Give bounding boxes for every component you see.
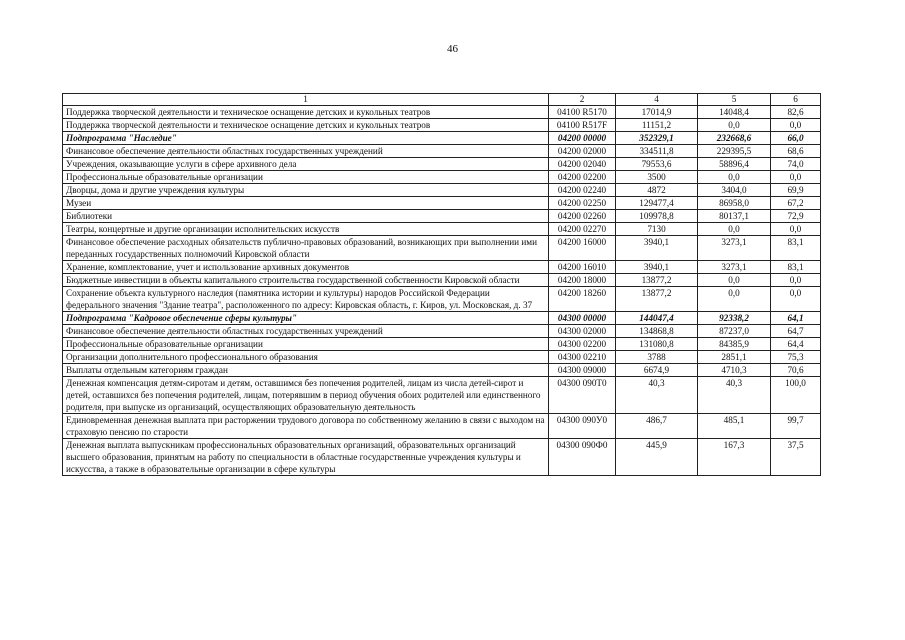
row-actual-cell: 485,1 — [698, 414, 771, 439]
row-percent-cell: 0,0 — [771, 223, 821, 236]
row-code-cell: 04200 02000 — [549, 145, 616, 158]
row-percent-cell: 66,0 — [771, 132, 821, 145]
row-plan-cell: 131080,8 — [616, 338, 698, 351]
row-actual-cell: 80137,1 — [698, 210, 771, 223]
row-code-cell: 04100 R517F — [549, 119, 616, 132]
table-row — [63, 287, 821, 312]
table-row — [63, 439, 821, 476]
row-plan-cell: 79553,6 — [616, 158, 698, 171]
row-plan-cell: 4872 — [616, 184, 698, 197]
row-name-cell: Поддержка творческой деятельности и техническое оснащение детских и кукольных театров — [63, 106, 549, 119]
row-code-cell: 04200 02040 — [549, 158, 616, 171]
row-code-cell: 04300 090У0 — [549, 414, 616, 439]
row-code-cell: 04200 02260 — [549, 210, 616, 223]
row-actual-cell: 86958,0 — [698, 197, 771, 210]
row-name-cell: Сохранение объекта культурного наследия (памятника истории и культуры) народов Российской Федерации федерального значения "Здание театра", расположенного по адресу: Кировская область, г. Киров, ул. Московская, д. 37 — [63, 287, 549, 312]
row-actual-cell: 0,0 — [698, 119, 771, 132]
row-percent-cell: 83,1 — [771, 261, 821, 274]
row-plan-cell: 3940,1 — [616, 236, 698, 261]
row-code-cell: 04200 02240 — [549, 184, 616, 197]
row-actual-cell: 167,3 — [698, 439, 771, 476]
row-actual-cell: 3273,1 — [698, 236, 771, 261]
row-name-cell: Библиотеки — [63, 210, 549, 223]
table-row — [63, 184, 821, 197]
row-actual-cell: 3273,1 — [698, 261, 771, 274]
row-percent-cell: 72,9 — [771, 210, 821, 223]
table-row — [63, 312, 821, 325]
row-code-cell: 04300 02000 — [549, 325, 616, 338]
table-row — [63, 377, 821, 414]
row-plan-cell: 7130 — [616, 223, 698, 236]
row-actual-cell: 0,0 — [698, 274, 771, 287]
row-name-cell: Финансовое обеспечение расходных обязательств публично-правовых образований, возникающих при выполнении ими переданных государственных полномочий Кировской области — [63, 236, 549, 261]
row-code-cell: 04200 16010 — [549, 261, 616, 274]
row-percent-cell: 69,9 — [771, 184, 821, 197]
budget-table — [62, 93, 821, 476]
row-percent-cell: 74,0 — [771, 158, 821, 171]
row-name-cell: Театры, концертные и другие организации исполнительских искусств — [63, 223, 549, 236]
header-cell-actual: 5 — [698, 94, 771, 106]
row-name-cell: Денежная компенсация детям-сиротам и детям, оставшимся без попечения родителей, лицам из числа детей-сирот и детей, оставшихся без попечения родителей, лицам, потерявшим в период обучения обоих родителей или единственного родителя, при выпуске из организаций, осуществляющих образовательную деятельность — [63, 377, 549, 414]
row-name-cell: Музеи — [63, 197, 549, 210]
row-plan-cell: 352329,1 — [616, 132, 698, 145]
table-row — [63, 210, 821, 223]
row-code-cell: 04300 090Т0 — [549, 377, 616, 414]
row-plan-cell: 445,9 — [616, 439, 698, 476]
row-plan-cell: 129477,4 — [616, 197, 698, 210]
row-actual-cell: 40,3 — [698, 377, 771, 414]
row-name-cell: Хранение, комплектование, учет и использование архивных документов — [63, 261, 549, 274]
row-percent-cell: 37,5 — [771, 439, 821, 476]
header-cell-plan: 4 — [616, 94, 698, 106]
row-code-cell: 04300 02200 — [549, 338, 616, 351]
row-plan-cell: 17014,9 — [616, 106, 698, 119]
table-row — [63, 171, 821, 184]
table-row — [63, 223, 821, 236]
row-plan-cell: 109978,8 — [616, 210, 698, 223]
row-actual-cell: 84385,9 — [698, 338, 771, 351]
row-code-cell: 04200 00000 — [549, 132, 616, 145]
header-row — [63, 94, 821, 106]
page-number: 46 — [447, 43, 458, 55]
row-name-cell: Финансовое обеспечение деятельности областных государственных учреждений — [63, 145, 549, 158]
row-actual-cell: 14048,4 — [698, 106, 771, 119]
row-code-cell: 04300 09000 — [549, 364, 616, 377]
table-row — [63, 236, 821, 261]
table-row — [63, 325, 821, 338]
row-percent-cell: 82,6 — [771, 106, 821, 119]
row-name-cell: Единовременная денежная выплата при расторжении трудового договора по собственному желанию в связи с выходом на страховую пенсию по старости — [63, 414, 549, 439]
row-percent-cell: 67,2 — [771, 197, 821, 210]
row-code-cell: 04300 00000 — [549, 312, 616, 325]
table-row — [63, 197, 821, 210]
row-name-cell: Дворцы, дома и другие учреждения культуры — [63, 184, 549, 197]
row-plan-cell: 13877,2 — [616, 287, 698, 312]
row-name-cell: Подпрограмма "Кадровое обеспечение сферы культуры" — [63, 312, 549, 325]
table-row — [63, 414, 821, 439]
row-code-cell: 04300 02210 — [549, 351, 616, 364]
table-row — [63, 261, 821, 274]
row-plan-cell: 486,7 — [616, 414, 698, 439]
table-row — [63, 351, 821, 364]
row-plan-cell: 3500 — [616, 171, 698, 184]
header-cell-name: 1 — [63, 94, 549, 106]
row-name-cell: Выплаты отдельным категориям граждан — [63, 364, 549, 377]
row-actual-cell: 87237,0 — [698, 325, 771, 338]
row-name-cell: Поддержка творческой деятельности и техническое оснащение детских и кукольных театров — [63, 119, 549, 132]
row-actual-cell: 232668,6 — [698, 132, 771, 145]
row-percent-cell: 64,1 — [771, 312, 821, 325]
row-plan-cell: 134868,8 — [616, 325, 698, 338]
table-row — [63, 119, 821, 132]
table-row — [63, 274, 821, 287]
row-code-cell: 04300 090Ф0 — [549, 439, 616, 476]
row-actual-cell: 58896,4 — [698, 158, 771, 171]
row-code-cell: 04100 R5170 — [549, 106, 616, 119]
row-percent-cell: 64,4 — [771, 338, 821, 351]
row-code-cell: 04200 16000 — [549, 236, 616, 261]
row-name-cell: Профессиональные образовательные организации — [63, 338, 549, 351]
row-name-cell: Учреждения, оказывающие услуги в сфере архивного дела — [63, 158, 549, 171]
row-code-cell: 04200 18000 — [549, 274, 616, 287]
row-percent-cell: 68,6 — [771, 145, 821, 158]
row-actual-cell: 2851,1 — [698, 351, 771, 364]
row-percent-cell: 83,1 — [771, 236, 821, 261]
row-name-cell: Подпрограмма "Наследие" — [63, 132, 549, 145]
row-actual-cell: 3404,0 — [698, 184, 771, 197]
row-actual-cell: 0,0 — [698, 223, 771, 236]
row-name-cell: Бюджетные инвестиции в объекты капитального строительства государственной собственности Кировской области — [63, 274, 549, 287]
row-percent-cell: 99,7 — [771, 414, 821, 439]
row-plan-cell: 11151,2 — [616, 119, 698, 132]
row-plan-cell: 144047,4 — [616, 312, 698, 325]
row-percent-cell: 0,0 — [771, 171, 821, 184]
row-name-cell: Денежная выплата выпускникам профессиональных образовательных организаций, образовательных организаций высшего образования, принятым на работу по специальности в областные государственные учреждения культуры и искусства, а также в образовательные организации в сфере культуры — [63, 439, 549, 476]
row-actual-cell: 0,0 — [698, 287, 771, 312]
table-row — [63, 106, 821, 119]
header-cell-percent: 6 — [771, 94, 821, 106]
row-percent-cell: 75,3 — [771, 351, 821, 364]
table-row — [63, 364, 821, 377]
row-plan-cell: 3788 — [616, 351, 698, 364]
table-row — [63, 145, 821, 158]
row-percent-cell: 100,0 — [771, 377, 821, 414]
row-name-cell: Профессиональные образовательные организации — [63, 171, 549, 184]
table-body — [63, 106, 821, 476]
row-code-cell: 04200 02250 — [549, 197, 616, 210]
table-row — [63, 132, 821, 145]
row-plan-cell: 334511,8 — [616, 145, 698, 158]
row-plan-cell: 6674,9 — [616, 364, 698, 377]
row-name-cell: Финансовое обеспечение деятельности областных государственных учреждений — [63, 325, 549, 338]
row-percent-cell: 70,6 — [771, 364, 821, 377]
row-actual-cell: 229395,5 — [698, 145, 771, 158]
row-percent-cell: 0,0 — [771, 119, 821, 132]
table-row — [63, 158, 821, 171]
row-plan-cell: 3940,1 — [616, 261, 698, 274]
row-plan-cell: 13877,2 — [616, 274, 698, 287]
row-percent-cell: 0,0 — [771, 287, 821, 312]
row-actual-cell: 92338,2 — [698, 312, 771, 325]
header-cell-code: 2 — [549, 94, 616, 106]
table-row — [63, 338, 821, 351]
row-percent-cell: 0,0 — [771, 274, 821, 287]
row-plan-cell: 40,3 — [616, 377, 698, 414]
row-percent-cell: 64,7 — [771, 325, 821, 338]
row-code-cell: 04200 18260 — [549, 287, 616, 312]
row-code-cell: 04200 02200 — [549, 171, 616, 184]
row-actual-cell: 4710,3 — [698, 364, 771, 377]
row-code-cell: 04200 02270 — [549, 223, 616, 236]
row-name-cell: Организации дополнительного профессионального образования — [63, 351, 549, 364]
row-actual-cell: 0,0 — [698, 171, 771, 184]
